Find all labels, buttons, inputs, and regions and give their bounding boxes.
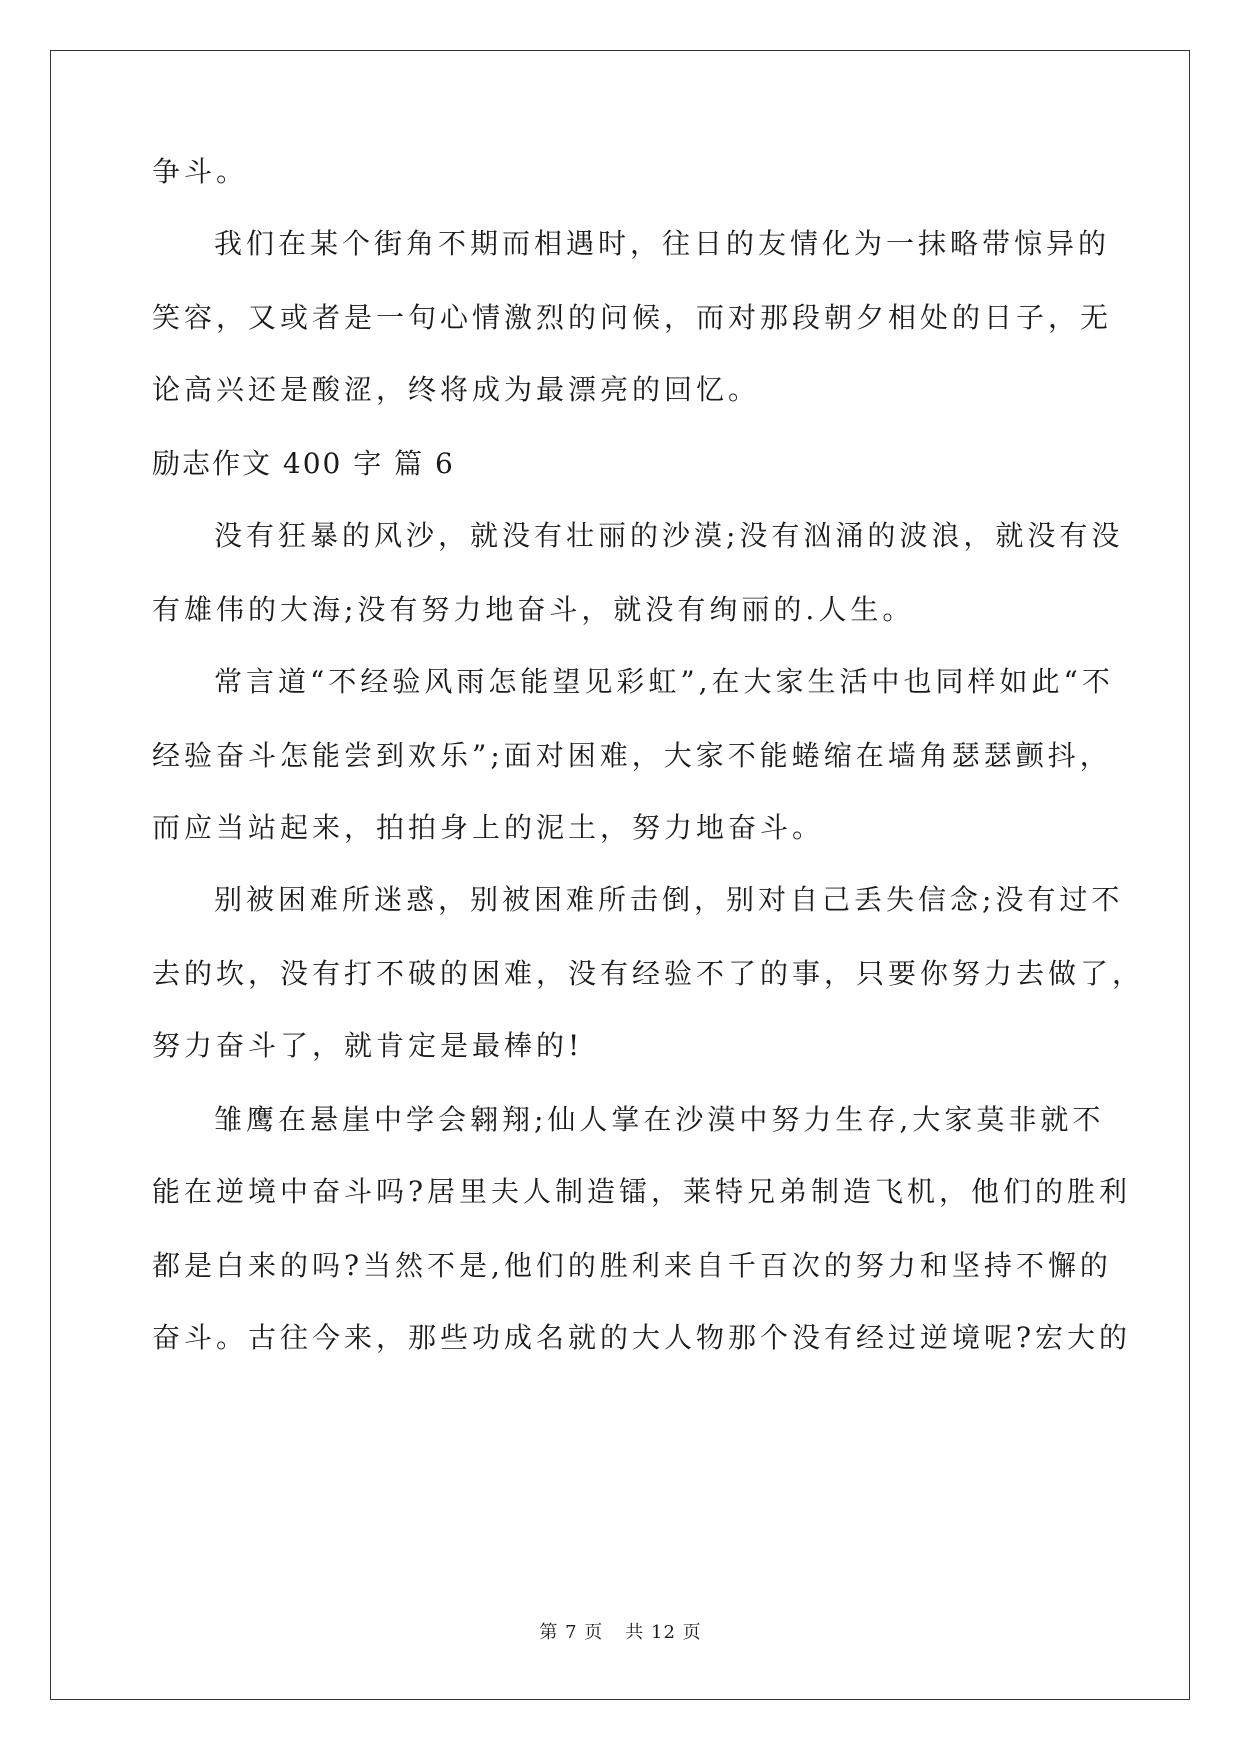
body-text-line: 论高兴还是酸涩，终将成为最漂亮的回忆。: [152, 373, 761, 406]
body-text-line: 常言道“不经验风雨怎能望见彩虹”,在大家生活中也同样如此“不: [214, 665, 1114, 698]
body-text-line: 没有狂暴的风沙，就没有壮丽的沙漠;没有汹涌的波浪，就没有没: [214, 519, 1124, 552]
body-text-line: 努力奋斗了，就肯定是最棒的!: [152, 1029, 584, 1062]
body-text-line: 都是白来的吗?当然不是,他们的胜利来自千百次的努力和坚持不懈的: [152, 1249, 1112, 1282]
body-text-line: 而应当站起来，拍拍身上的泥土，努力地奋斗。: [152, 811, 825, 844]
body-text-line: 经验奋斗怎能尝到欢乐”;面对困难，大家不能蜷缩在墙角瑟瑟颤抖，: [152, 739, 1112, 772]
body-text-line: 有雄伟的大海;没有努力地奋斗，就没有绚丽的.人生。: [152, 593, 915, 626]
body-text-line: 能在逆境中奋斗吗?居里夫人制造镭，莱特兄弟制造飞机，他们的胜利: [152, 1175, 1132, 1208]
page-footer: [0, 1621, 1241, 1645]
body-text-line: 我们在某个街角不期而相遇时，往日的友情化为一抹略带惊异的: [214, 227, 1111, 260]
body-text-line: 去的坎，没有打不破的困难，没有经验不了的事，只要你努力去做了，: [152, 957, 1145, 990]
body-text-line: 笑容，又或者是一句心情激烈的问候，而对那段朝夕相处的日子，无: [152, 301, 1113, 334]
body-text-line: 奋斗。古往今来，那些功成名就的大人物那个没有经过逆境呢?宏大的: [152, 1321, 1132, 1354]
section-heading: 励志作文 400 字 篇 6: [152, 447, 455, 480]
page-total: 共 12 页: [625, 1622, 702, 1643]
body-text-line: 别被困难所迷惑，别被困难所击倒，别对自己丢失信念;没有过不: [214, 883, 1124, 916]
body-text-line: 雏鹰在悬崖中学会翱翔;仙人掌在沙漠中努力生存,大家莫非就不: [214, 1103, 1105, 1136]
body-text-line: 争斗。: [152, 155, 249, 188]
page-number: 第 7 页: [539, 1622, 604, 1643]
